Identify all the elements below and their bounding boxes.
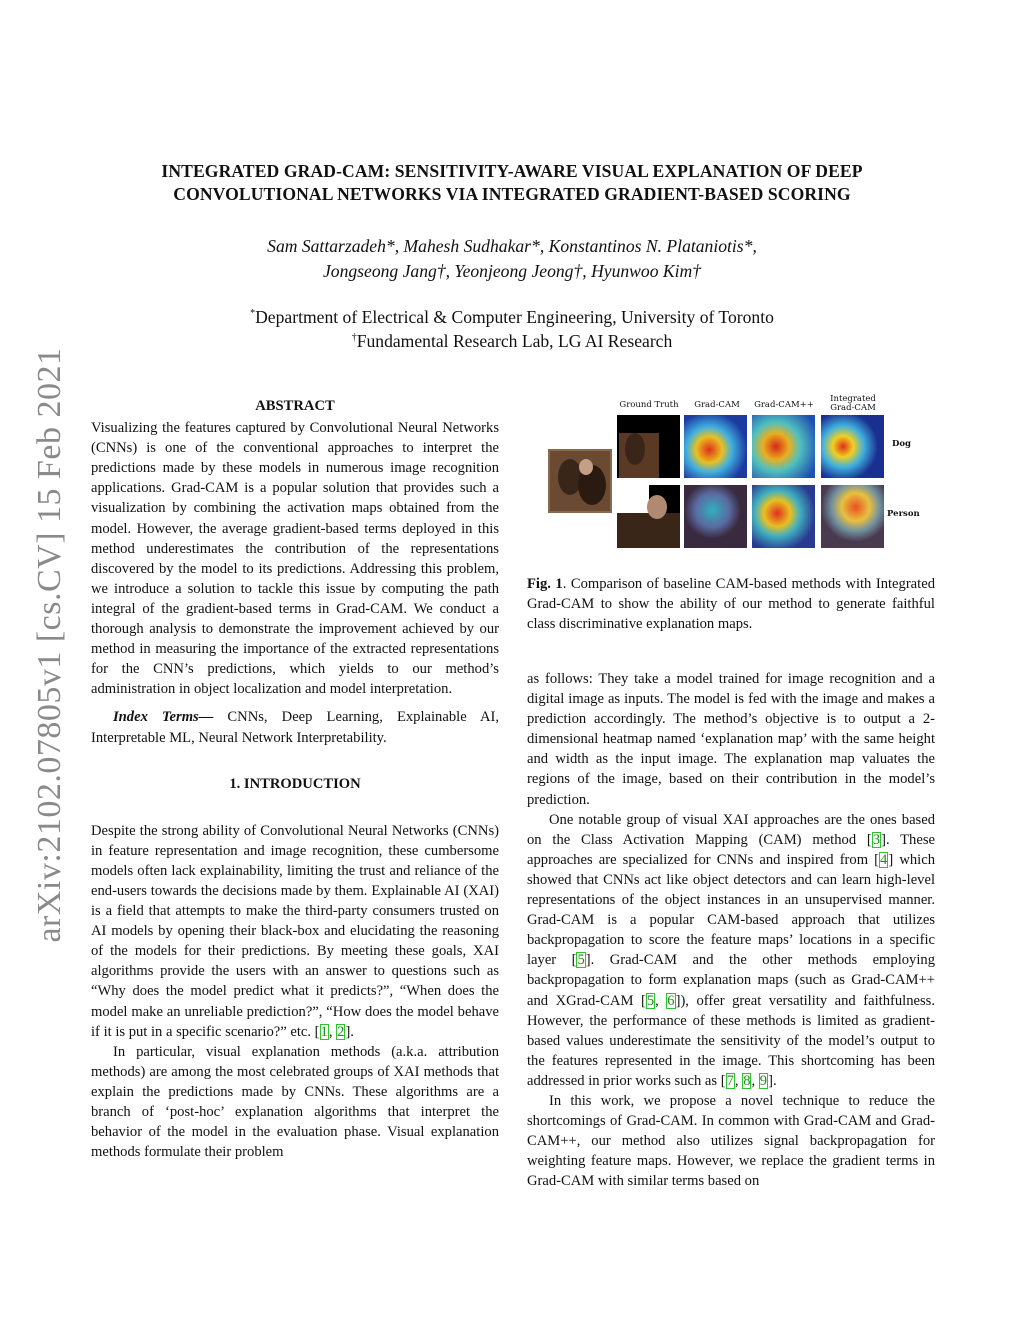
citation-link[interactable]: 5 <box>577 952 585 969</box>
affiliation-1-text: Department of Electrical & Computer Engineering, University of Toronto <box>255 307 774 327</box>
right-paragraph-3: In this work, we propose a novel technique to reduce the shortcomings of Grad-CAM. In common with Grad-CAM and Grad-CAM++, our method also utilizes signal backpropagation for weighting feature maps. However, we replace the gradient terms in Grad-CAM with similar terms based on <box>527 1092 935 1190</box>
affiliation-mark-1: * <box>250 308 256 320</box>
p2-text-b: ]. These approaches are specialized for CNNs and inspired from [ <box>527 831 935 868</box>
row-label-person: Person <box>887 509 920 519</box>
input-image-thumbnail <box>548 449 612 513</box>
paper-title <box>60 160 964 206</box>
ground-truth-person <box>617 485 680 548</box>
col-label-integrated-grad-cam: Integrated Grad-CAM <box>830 394 876 413</box>
col-label-grad-cam: Grad-CAM <box>694 400 740 410</box>
intro-paragraph-1: Despite the strong ability of Convolutional Neural Networks (CNNs) in feature representation and image recognition, these cumbersome models often lack explainability, limiting the trust and reliance of the end-users towards the decisions made by them. Explainable AI (XAI) is a field that attempts to make the third-party consumers trusted on AI models by opening their black-box and elucidating the reasoning of the models for their predictions. By meeting these goals, XAI algorithms provide the users with an answer to questions such as “Why does the model predict what it predicts?”, “When does the model make an unreliable prediction?”, “How does the model behave if it is put in a specific scenario?” etc. [1, 2]. <box>91 822 499 1040</box>
affiliation-1 <box>60 305 964 329</box>
index-terms-label: Index Terms— <box>113 709 214 726</box>
grad-cam-person-heatmap <box>684 485 747 548</box>
authors-line-2: Jongseong Jang†, Yeonjeong Jeong†, Hyunwoo Kim† <box>322 261 702 281</box>
citation-link[interactable]: 8 <box>743 1072 751 1089</box>
index-terms <box>91 707 499 747</box>
citation-link[interactable]: 1 <box>320 1023 328 1040</box>
p2-text-f: ]. <box>768 1072 777 1089</box>
p2-text-a: One notable group of visual XAI approaches are the ones based on the Class Activation Mapping (CAM) method [ <box>527 811 935 848</box>
intro-p1-text: Despite the strong ability of Convolutional Neural Networks (CNNs) in feature representation and image recognition, these cumbersome models often lack explainability, limiting the trust and reliance of the end-users towards the decisions made by them. Explainable AI (XAI) is a field that attempts to make the third-party consumers trusted on AI models by opening their black-box and elucidating the reasoning of the models for their predictions. By meeting these goals, XAI algorithms provide the users with an answer to questions such as “Why does the model predict what it predicts?”, “When does the model make an unreliable prediction?”, “How does the model behave if it is put in a specific scenario?” etc. [ <box>91 822 499 1040</box>
intro-paragraph-2: In particular, visual explanation methods (a.k.a. attribution methods) are among the most celebrated groups of XAI methods that explain the predictions made by CNNs. These algorithms are a branch of ‘post-hoc’ explanation algorithms that interpret the behavior of the model in the evaluation phase. Visual explanation methods formulate their problem <box>91 1043 499 1161</box>
grad-cam-pp-dog-heatmap <box>752 415 815 478</box>
left-column <box>91 396 499 1162</box>
author-list <box>60 234 964 284</box>
p2-text-c: ] which showed that CNNs act like object detectors and can learn high-level representations of the object instances in an unsupervised manner. Grad-CAM is a popular CAM-based approach that utilizes backpropagation to score the feature maps’ locations in a specific layer [ <box>527 851 935 969</box>
citation-link[interactable]: 4 <box>880 851 888 868</box>
grad-cam-dog-heatmap <box>684 415 747 478</box>
right-column <box>527 669 935 1191</box>
col-label-ground-truth: Ground Truth <box>619 400 679 410</box>
abstract-heading: ABSTRACT <box>255 398 335 414</box>
figure-1 <box>540 394 940 554</box>
integrated-grad-cam-person-heatmap <box>821 485 884 548</box>
col-label-grad-cam-pp: Grad-CAM++ <box>754 400 814 410</box>
citation-link[interactable]: 9 <box>759 1072 768 1089</box>
introduction-heading: 1. INTRODUCTION <box>229 775 361 792</box>
citation-link[interactable]: 5 <box>646 992 655 1009</box>
right-paragraph-2: One notable group of visual XAI approaches are the ones based on the Class Activation Mapping (CAM) method [3]. These approaches are specialized for CNNs and inspired from [4] which showed that CNNs act like object detectors and can learn high-level representations of the object instances in an unsupervised manner. Grad-CAM is a popular CAM-based approach that utilizes backpropagation to score the feature maps’ locations in a specific layer [5]. Grad-CAM and the other methods employing backpropagation to form explanation maps (such as Grad-CAM++ and XGrad-CAM [5, 6]), offer great versatility and faithfulness. However, the performance of these methods is limited as gradient-based values underestimate the sensitivity of the model’s output to the features represented in the image. This shortcoming has been addressed in prior works such as [7, 8, 9]. <box>527 811 935 1089</box>
grad-cam-pp-person-heatmap <box>752 485 815 548</box>
figure-caption-text: . Comparison of baseline CAM-based methods with Integrated Grad-CAM to show the ability of our method to generate faithful class discriminative explanation maps. <box>527 576 935 633</box>
arxiv-identifier: arXiv:2102.07805v1 [cs.CV] 15 Feb 2021 <box>31 347 68 943</box>
affiliation-2 <box>60 329 964 353</box>
p2-text-e: ]), offer great versatility and faithfulness. However, the performance of these methods is limited as gradient-based values underestimate the sensitivity of the model’s output to the features represented in the image. This shortcoming has been addressed in prior works such as [ <box>527 992 935 1089</box>
affiliations <box>60 305 964 353</box>
citation-link[interactable]: 7 <box>726 1072 734 1089</box>
affiliation-mark-2: † <box>351 332 357 344</box>
p2-text-d: ]. Grad-CAM and the other methods employing backpropagation to form explanation maps (such as Grad-CAM++ and XGrad-CAM [ <box>527 952 935 1009</box>
ground-truth-dog <box>617 415 680 478</box>
affiliation-2-text: Fundamental Research Lab, LG AI Research <box>356 331 673 351</box>
figure-1-caption <box>527 574 935 634</box>
citation-link[interactable]: 2 <box>337 1023 345 1040</box>
integrated-grad-cam-dog-heatmap <box>821 415 884 478</box>
citation-link[interactable]: 6 <box>667 992 675 1009</box>
right-paragraph-1: as follows: They take a model trained for image recognition and a digital image as inputs. The model is fed with the image and makes a prediction accordingly. The method’s objective is to output a 2-dimensional heatmap named ‘explanation map’ with the same height and width as the input image. The explanation map valuates the regions of the image, based on their contribution in the model’s prediction. <box>527 671 935 808</box>
figure-caption-label: Fig. 1 <box>527 576 563 592</box>
authors-line-1: Sam Sattarzadeh*, Mahesh Sudhakar*, Konstantinos N. Plataniotis*, <box>267 236 757 256</box>
title-line-2: CONVOLUTIONAL NETWORKS VIA INTEGRATED GRADIENT-BASED SCORING <box>173 184 851 204</box>
row-label-dog: Dog <box>892 439 911 449</box>
abstract-text: Visualizing the features captured by Convolutional Neural Networks (CNNs) is one of the conventional approaches to interpret the predictions made by these models in numerous image recognition applications. Grad-CAM is a popular solution that provides such a visualization by combining the activation maps obtained from the model. However, the average gradient-based terms deployed in this method underestimates the contribution of the representations discovered by the model to its predictions. Addressing this problem, we introduce a solution to tackle this issue by computing the path integral of the gradient-based terms in Grad-CAM. We conduct a thorough analysis to demonstrate the improvement achieved by our method in measuring the importance of the extracted representations for the CNN’s predictions, which yields to our method’s administration in object localization and model interpretation. <box>91 420 499 698</box>
index-terms-text: CNNs, Deep Learning, Explainable AI, Interpretable ML, Neural Network Interpretability. <box>91 709 500 746</box>
citation-link[interactable]: 3 <box>872 831 881 848</box>
title-line-1: INTEGRATED GRAD-CAM: SENSITIVITY-AWARE VISUAL EXPLANATION OF DEEP <box>161 161 863 181</box>
